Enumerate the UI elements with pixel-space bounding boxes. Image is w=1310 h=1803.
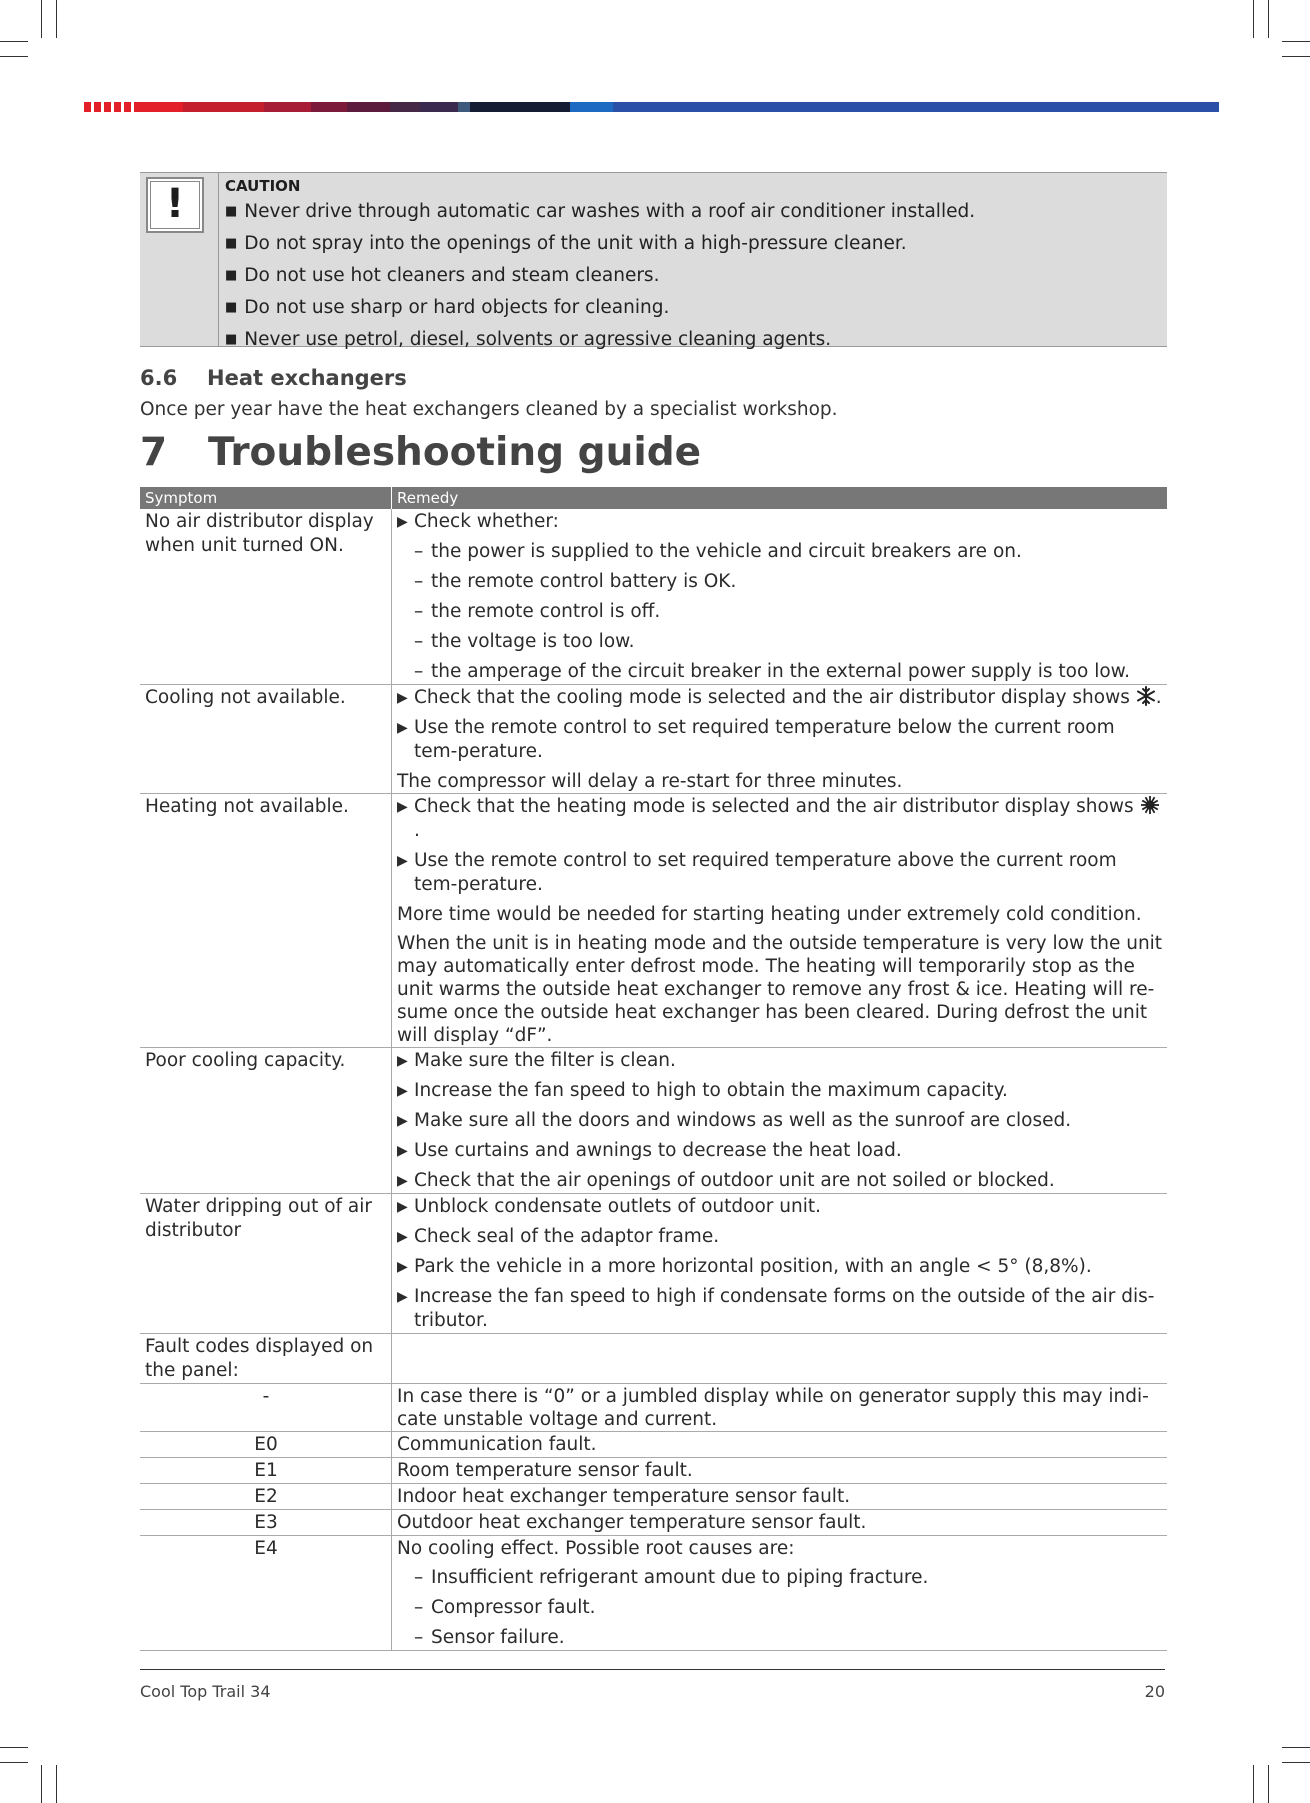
color-bar-segment — [470, 102, 570, 112]
fault-code-cell: E0 — [140, 1432, 392, 1457]
triangle-right-icon: ▶ — [397, 690, 408, 706]
remedy-step — [397, 1225, 1163, 1249]
remedy-step — [397, 1139, 1163, 1163]
troubleshooting-table — [140, 487, 1167, 1651]
triangle-right-icon: ▶ — [397, 1173, 408, 1189]
remedy-cell — [392, 1458, 1167, 1483]
remedy-step — [397, 1169, 1163, 1193]
remedy-step-text: Use the remote control to set required temperature below the current room tem-perature. — [414, 717, 1115, 762]
caution-item: ■ Do not use hot cleaners and steam cleaners. — [225, 261, 1157, 293]
remedy-step — [397, 1079, 1163, 1103]
symptom-cell: Heating not available. — [140, 794, 392, 1047]
remedy-step-text: Use curtains and awnings to decrease the heat load. — [414, 1140, 902, 1161]
color-bar-segment — [183, 102, 264, 112]
table-row — [140, 1334, 1167, 1384]
dash-icon: – — [414, 661, 424, 682]
fault-code-cell: E2 — [140, 1484, 392, 1509]
remedy-note: When the unit is in heating mode and the outside temperature is very low the unit may automatically enter defrost mode. The heating will temporarily stop as the unit warms the outside heat exchanger to remove any frost & ice. Heating will re-sume once the outside heat exchanger has been cleared. During defrost the unit will display “dF”. — [397, 933, 1163, 1046]
table-row — [140, 1536, 1167, 1651]
caution-item: ■ Never drive through automatic car washes with a roof air conditioner installed. — [225, 197, 1157, 229]
remedy-step — [397, 795, 1163, 843]
remedy-subitem — [397, 1626, 1163, 1650]
dash-icon: – — [414, 541, 424, 562]
remedy-step — [397, 1285, 1163, 1333]
triangle-right-icon: ▶ — [397, 1143, 408, 1159]
table-row — [140, 509, 1167, 685]
remedy-step — [397, 1049, 1163, 1073]
remedy-step-text: Check that the heating mode is selected and the air distributor display shows . — [414, 795, 1163, 843]
crop-mark — [1268, 1765, 1269, 1803]
fault-code-cell: E4 — [140, 1536, 392, 1650]
crop-mark — [0, 1747, 28, 1748]
remedy-note: Communication fault. — [397, 1434, 597, 1455]
caution-item: ■ Do not use sharp or hard objects for cleaning. — [225, 293, 1157, 325]
caution-item: ■ Never use petrol, diesel, solvents or agressive cleaning agents. — [225, 325, 1157, 357]
remedy-cell — [392, 1484, 1167, 1509]
color-bar-segment — [136, 102, 183, 112]
triangle-right-icon: ▶ — [397, 720, 408, 736]
remedy-note: Indoor heat exchanger temperature sensor fault. — [397, 1486, 851, 1507]
dash-icon: – — [414, 601, 424, 622]
symptom-cell: Fault codes displayed on the panel: — [140, 1334, 392, 1383]
crop-mark — [1282, 1762, 1310, 1763]
remedy-step-text: Check seal of the adaptor frame. — [414, 1226, 720, 1247]
chapter-title: Troubleshooting guide — [208, 430, 702, 475]
remedy-note: Room temperature sensor fault. — [397, 1460, 693, 1481]
sun-icon — [1140, 795, 1160, 815]
remedy-subitem — [397, 1566, 1163, 1590]
color-bar-segment — [347, 102, 390, 112]
section-heading — [140, 366, 407, 390]
triangle-right-icon: ▶ — [397, 514, 408, 530]
remedy-cell — [392, 685, 1167, 793]
remedy-step-text: Check that the cooling mode is selected and the air distributor display shows . — [414, 687, 1162, 708]
chapter-heading — [140, 430, 701, 475]
brand-color-bar — [84, 102, 1219, 112]
remedy-subitem — [397, 600, 1163, 624]
triangle-right-icon: ▶ — [397, 1229, 408, 1245]
dash-icon: – — [414, 631, 424, 652]
footer-product: Cool Top Trail 34 — [140, 1682, 271, 1701]
caution-icon-cell — [140, 173, 219, 346]
exclamation-icon: ! — [146, 177, 204, 233]
remedy-subitem-text: the power is supplied to the vehicle and circuit breakers are on. — [431, 541, 1022, 562]
table-row — [140, 794, 1167, 1048]
remedy-step — [397, 1255, 1163, 1279]
remedy-subitem-text: the voltage is too low. — [431, 631, 635, 652]
remedy-step-text: Unblock condensate outlets of outdoor unit. — [414, 1196, 821, 1217]
crop-mark — [1282, 1747, 1310, 1748]
page-number: 20 — [1144, 1682, 1165, 1701]
table-row — [140, 1194, 1167, 1334]
remedy-cell — [392, 1510, 1167, 1535]
color-bar-segment — [311, 102, 347, 112]
snowflake-icon — [1136, 686, 1156, 706]
caution-content — [225, 175, 1157, 357]
remedy-step — [397, 686, 1163, 710]
section-text: Once per year have the heat exchangers cleaned by a specialist workshop. — [140, 399, 838, 420]
triangle-right-icon: ▶ — [397, 1259, 408, 1275]
remedy-subitem-text: the remote control battery is OK. — [431, 571, 737, 592]
section-number: 6.6 — [140, 366, 178, 390]
crop-mark — [56, 1765, 57, 1803]
color-bar-segment — [613, 102, 1219, 112]
symptom-cell: No air distributor display when unit turned ON. — [140, 509, 392, 684]
table-row — [140, 1458, 1167, 1484]
dash-icon: – — [414, 571, 424, 592]
table-row — [140, 685, 1167, 794]
caution-box — [140, 172, 1167, 350]
remedy-note: In case there is “0” or a jumbled display while on generator supply this may indi-cate unstable voltage and current. — [397, 1386, 1149, 1430]
remedy-cell — [392, 1334, 1167, 1383]
remedy-step-text: Increase the fan speed to high to obtain the maximum capacity. — [414, 1080, 1008, 1101]
chapter-number: 7 — [140, 430, 168, 475]
crop-mark — [56, 0, 57, 38]
triangle-right-icon: ▶ — [397, 1083, 408, 1099]
dash-icon: – — [414, 1567, 424, 1588]
crop-mark — [41, 0, 42, 38]
table-row — [140, 1510, 1167, 1536]
remedy-subitem — [397, 1596, 1163, 1620]
triangle-right-icon: ▶ — [397, 1053, 408, 1069]
remedy-step-text: Check that the air openings of outdoor unit are not soiled or blocked. — [414, 1170, 1055, 1191]
remedy-step — [397, 1195, 1163, 1219]
dash-icon: – — [414, 1627, 424, 1648]
table-header — [140, 487, 1167, 509]
crop-mark — [1253, 0, 1254, 38]
remedy-step — [397, 510, 1163, 534]
remedy-step-text: Use the remote control to set required temperature above the current room tem-perature. — [414, 850, 1117, 895]
remedy-subitem — [397, 570, 1163, 594]
remedy-step-text: Check whether: — [414, 511, 559, 532]
remedy-cell — [392, 1194, 1167, 1333]
table-body — [140, 509, 1167, 1651]
remedy-cell — [392, 794, 1167, 1047]
remedy-subitem-text: Sensor failure. — [431, 1627, 565, 1648]
remedy-step-text: Increase the fan speed to high if condensate forms on the outside of the air dis-tributor. — [414, 1286, 1155, 1331]
footer-rule — [140, 1669, 1165, 1670]
triangle-right-icon: ▶ — [397, 853, 408, 869]
remedy-note: Outdoor heat exchanger temperature sensor fault. — [397, 1512, 867, 1533]
remedy-step-text: Park the vehicle in a more horizontal position, with an angle < 5° (8,8%). — [414, 1256, 1092, 1277]
crop-mark — [1268, 0, 1269, 38]
remedy-cell — [392, 1048, 1167, 1193]
remedy-note: No cooling effect. Possible root causes are: — [397, 1538, 795, 1559]
symptom-cell: Water dripping out of air distributor — [140, 1194, 392, 1333]
symptom-cell: Poor cooling capacity. — [140, 1048, 392, 1193]
symptom-cell: Cooling not available. — [140, 685, 392, 793]
crop-mark — [0, 56, 28, 57]
fault-code-cell: - — [140, 1384, 392, 1431]
header-symptom: Symptom — [140, 487, 392, 509]
crop-mark — [1282, 56, 1310, 57]
triangle-right-icon: ▶ — [397, 799, 408, 815]
caution-item: ■ Do not spray into the openings of the unit with a high-pressure cleaner. — [225, 229, 1157, 261]
remedy-subitem — [397, 630, 1163, 654]
fault-code-cell: E1 — [140, 1458, 392, 1483]
crop-mark — [0, 1762, 28, 1763]
section-title: Heat exchangers — [207, 366, 407, 390]
color-bar-segment — [390, 102, 420, 112]
table-row — [140, 1048, 1167, 1194]
header-remedy: Remedy — [397, 489, 459, 507]
crop-mark — [1253, 1765, 1254, 1803]
crop-mark — [1282, 41, 1310, 42]
remedy-note: More time would be needed for starting heating under extremely cold condition. — [397, 904, 1142, 925]
table-row — [140, 1384, 1167, 1432]
crop-mark — [0, 41, 28, 42]
color-bar-segment — [570, 102, 613, 112]
dash-icon: – — [414, 1597, 424, 1618]
table-row — [140, 1432, 1167, 1458]
fault-code-cell: E3 — [140, 1510, 392, 1535]
remedy-step-text: Make sure all the doors and windows as well as the sunroof are closed. — [414, 1110, 1072, 1131]
remedy-cell — [392, 1432, 1167, 1457]
remedy-subitem-text: Insufficient refrigerant amount due to piping fracture. — [431, 1567, 929, 1588]
color-bar-segment — [420, 102, 458, 112]
remedy-subitem — [397, 540, 1163, 564]
remedy-step — [397, 1109, 1163, 1133]
remedy-subitem-text: the amperage of the circuit breaker in the external power supply is too low. — [431, 661, 1130, 682]
triangle-right-icon: ▶ — [397, 1113, 408, 1129]
color-bar-segment — [458, 102, 470, 112]
remedy-subitem-text: the remote control is off. — [431, 601, 661, 622]
table-row — [140, 1484, 1167, 1510]
remedy-cell — [392, 1536, 1167, 1650]
caution-title: CAUTION — [225, 177, 301, 195]
remedy-note: The compressor will delay a re-start for three minutes. — [397, 771, 903, 792]
remedy-cell — [392, 1384, 1167, 1431]
remedy-step — [397, 716, 1163, 764]
remedy-subitem-text: Compressor fault. — [431, 1597, 596, 1618]
remedy-step-text: Make sure the filter is clean. — [414, 1050, 676, 1071]
remedy-cell — [392, 509, 1167, 684]
remedy-step — [397, 849, 1163, 897]
triangle-right-icon: ▶ — [397, 1199, 408, 1215]
crop-mark — [41, 1765, 42, 1803]
color-bar-segment — [264, 102, 311, 112]
remedy-subitem — [397, 660, 1163, 684]
triangle-right-icon: ▶ — [397, 1289, 408, 1305]
